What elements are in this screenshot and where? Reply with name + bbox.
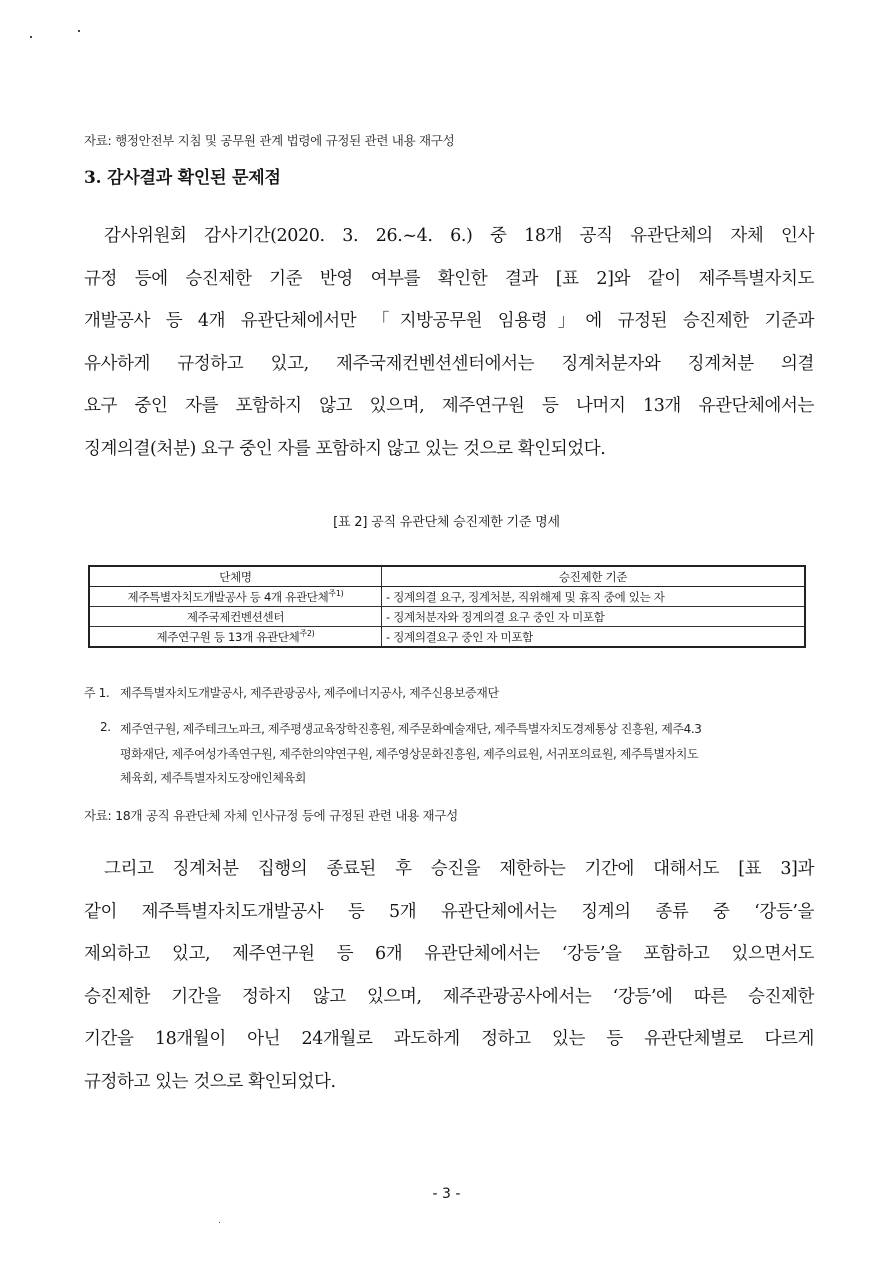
paragraph-1 — [84, 215, 814, 471]
table-header-row — [89, 566, 805, 587]
org-name-cell — [89, 587, 382, 607]
scan-mark — [219, 1222, 220, 1223]
scan-mark — [78, 30, 80, 32]
table-row — [89, 587, 805, 607]
org-name: 제주특별자치도개발공사 등 4개 유관단체 — [127, 589, 329, 604]
footnote-ref: 주2) — [299, 629, 315, 639]
paragraph-line: 규정 등에 승진제한 기준 반영 여부를 확인한 결과 [표 2]와 같이 제주특별자치도 — [84, 268, 814, 289]
paragraph-line: 제외하고 있고, 제주연구원 등 6개 유관단체에서는 ‘강등’을 포함하고 있으면서도 — [84, 944, 814, 965]
paragraph-line: 유사하게 규정하고 있고, 제주국제컨벤션센터에서는 징계처분자와 징계처분 의결 — [84, 353, 814, 374]
note-2-line: 제주연구원, 제주테크노파크, 제주평생교육장학진흥원, 제주문화예술재단, 제주특별자치도경제통상 진흥원, 제주4.3 — [120, 722, 702, 736]
org-name: 제주연구원 등 13개 유관단체 — [156, 629, 300, 644]
org-name-cell — [89, 627, 382, 648]
note-1-text: 제주특별자치도개발공사, 제주관광공사, 제주에너지공사, 제주신용보증재단 — [120, 686, 499, 700]
column-header: 승진제한 기준 — [382, 566, 806, 587]
paragraph-line: 규정하고 있는 것으로 확인되었다. — [84, 1071, 336, 1092]
paragraph-2 — [84, 848, 814, 1104]
paragraph-line: 징계의결(처분) 요구 중인 자를 포함하지 않고 있는 것으로 확인되었다. — [84, 438, 606, 459]
org-name-cell — [89, 607, 382, 627]
source-note-top: 자료: 행정안전부 지침 및 공무원 관계 법령에 규정된 관련 내용 재구성 — [84, 133, 455, 148]
table-caption: [표 2] 공직 유관단체 승진제한 기준 명세 — [333, 515, 560, 530]
paragraph-line: 승진제한 기간을 정하지 않고 있으며, 제주관광공사에서는 ‘강등’에 따른 승진제한 — [84, 986, 814, 1007]
table-row — [89, 607, 805, 627]
criteria-table — [88, 565, 806, 648]
paragraph-line: 요구 중인 자를 포함하지 않고 있으며, 제주연구원 등 나머지 13개 유관단체에서는 — [84, 396, 814, 417]
footnote-ref: 주1) — [328, 589, 344, 599]
paragraph-line: 개발공사 등 4개 유관단체에서만 「지방공무원 임용령」에 규정된 승진제한 기준과 — [84, 311, 814, 332]
page-number: - 3 - — [432, 1186, 461, 1202]
section-heading: 3. 감사결과 확인된 문제점 — [84, 168, 281, 188]
column-header: 단체명 — [89, 566, 382, 587]
note-2-line: 체육회, 제주특별자치도장애인체육회 — [120, 771, 306, 785]
paragraph-line: 감사위원회 감사기간(2020. 3. 26.~4. 6.) 중 18개 공직 유관단체의 자체 인사 — [104, 226, 814, 246]
note-1-label: 주 1. — [84, 686, 110, 700]
source-note-bottom: 자료: 18개 공직 유관단체 자체 인사규정 등에 규정된 관련 내용 재구성 — [84, 808, 458, 823]
table-row — [89, 627, 805, 648]
note-2-label: 2. — [100, 720, 111, 734]
paragraph-line: 그리고 징계처분 집행의 종료된 후 승진을 제한하는 기간에 대해서도 [표 3]과 — [104, 859, 814, 879]
paragraph-line: 같이 제주특별자치도개발공사 등 5개 유관단체에서는 징계의 종류 중 ‘강등’을 — [84, 901, 814, 922]
criteria-cell: - 징계의결 요구, 징계처분, 직위해제 및 휴직 중에 있는 자 — [382, 587, 806, 607]
org-name: 제주국제컨벤션센터 — [186, 609, 285, 624]
criteria-cell: - 징계처분자와 징계의결 요구 중인 자 미포함 — [382, 607, 806, 627]
scan-mark — [30, 36, 32, 38]
note-2-line: 평화재단, 제주여성가족연구원, 제주한의약연구원, 제주영상문화진흥원, 제주의료원, 서귀포의료원, 제주특별자치도 — [120, 747, 699, 761]
paragraph-line: 기간을 18개월이 아닌 24개월로 과도하게 정하고 있는 등 유관단체별로 다르게 — [84, 1029, 814, 1050]
criteria-cell: - 징계의결요구 중인 자 미포함 — [382, 627, 806, 648]
